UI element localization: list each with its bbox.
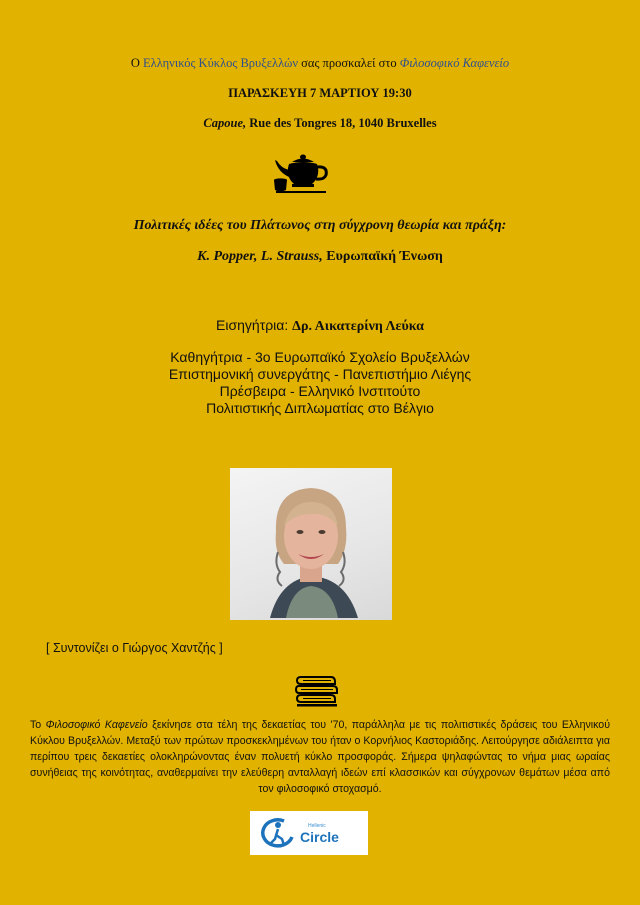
speaker-title-line: Καθηγήτρια - 3ο Ευρωπαϊκό Σχολείο Βρυξελλών — [170, 349, 470, 365]
event-name: Φιλοσοφικό Καφενείο — [399, 56, 510, 70]
description-prefix: Το — [30, 719, 42, 731]
talk-subtitle — [0, 249, 640, 265]
subtitle-rest: Ευρωπαϊκή Ένωση — [326, 249, 443, 264]
logo-main-text: Circle — [300, 829, 339, 845]
description-event: Φιλοσοφικό Καφενείο — [45, 719, 148, 731]
logo-small-text: Hellenic — [308, 823, 326, 829]
speaker-photo — [230, 468, 392, 620]
venue-name: Capoue, — [203, 116, 247, 130]
speaker-name: Δρ. Αικατερίνη Λεύκα — [292, 319, 424, 334]
venue-line — [0, 116, 640, 131]
event-date: ΠΑΡΑΣΚΕΥΗ 7 ΜΑΡΤΙΟΥ 19:30 — [228, 86, 412, 100]
talk-title: Πολιτικές ιδέες του Πλάτωνος στη σύγχρονη θεωρία και πράξη: — [133, 218, 507, 233]
speaker-label: Εισηγήτρια: — [216, 317, 289, 333]
speaker-title-line: Πρέσβειρα - Ελληνικό Ινστιτούτο — [219, 383, 421, 399]
invitation-line — [0, 56, 640, 71]
books-icon — [295, 674, 339, 710]
speaker-title-line: Επιστημονική συνεργάτης - Πανεπιστήμιο Λιέγης — [168, 366, 472, 382]
speaker-portrait — [230, 468, 392, 620]
subtitle-names: K. Popper, L. Strauss, — [197, 249, 323, 264]
speaker-titles — [0, 349, 640, 417]
logo-mark-icon — [254, 811, 298, 855]
invite-prefix: Ο — [130, 56, 140, 70]
speaker-title-line: Πολιτιστικής Διπλωματίας στο Βέλγιο — [206, 400, 434, 416]
teapot-icon — [272, 150, 330, 194]
org-name: Ελληνικός Κύκλος Βρυξελλών — [143, 56, 299, 70]
invite-middle: σας προσκαλεί στο — [301, 56, 397, 70]
description-paragraph — [30, 717, 610, 797]
moderator-line: [ Συντονίζει ο Γιώργος Χαντζής ] — [46, 641, 223, 655]
venue-address: Rue des Tongres 18, 1040 Bruxelles — [249, 116, 437, 130]
description-text: ξεκίνησε στα τέλη της δεκαετίας του '70, παράλληλα με τις πολιτιστικές δράσεις του Ελληνικού Κύκλου Βρυξελλών. Μεταξύ των πρώτων προσκεκλημένων του ήταν ο Κορνήλιος Καστοριάδης. Λειτούργησε αδιάλειπτα για περίπου τρεις δεκαετίες ολοκληρώνοντας έναν πολυετή κύκλο προσφοράς. Σήμερα ψηλαφώντας το νήμα μιας ωραίας συνήθειας της κοινότητας, αναθερμαίνει την ελεύθερη ανταλλαγή ιδεών επί κλασσικών και σύγχρονων θεμάτων μέσα από τον φιλοσοφικό στοχασμό. — [30, 719, 610, 795]
speaker-line — [0, 317, 640, 335]
hellenic-circle-logo — [250, 811, 368, 855]
